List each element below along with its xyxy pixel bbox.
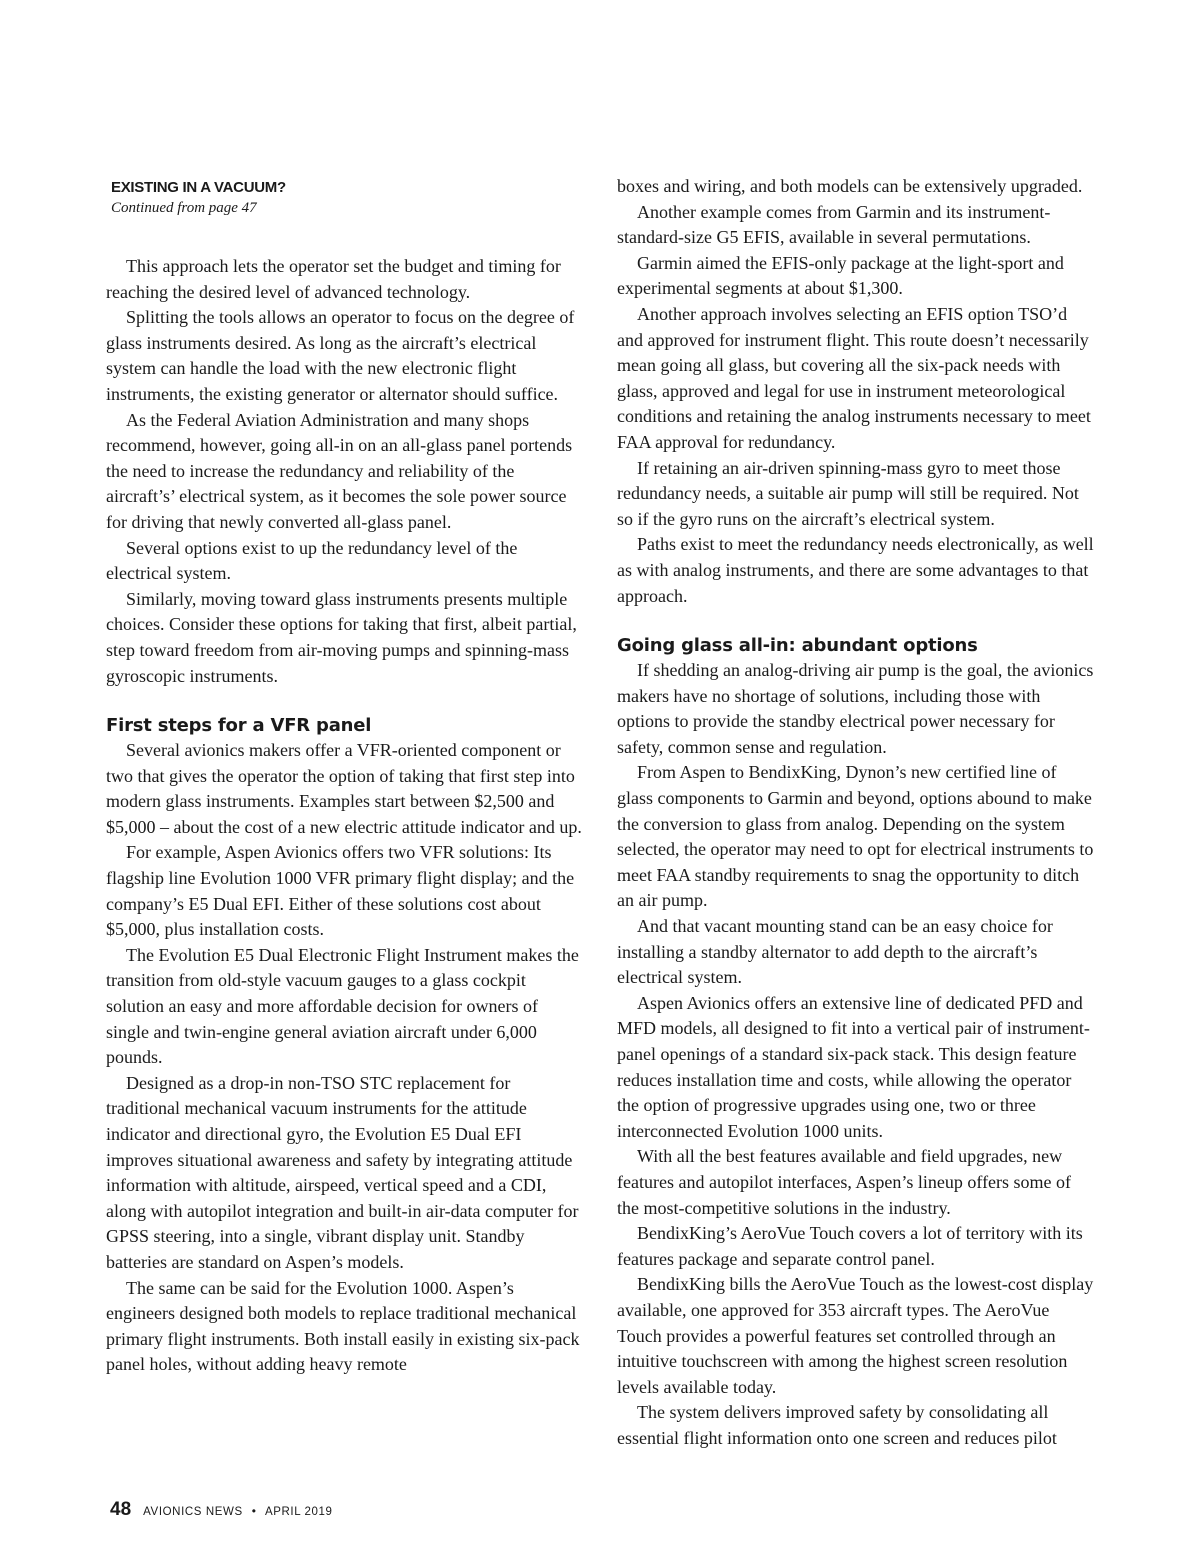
- paragraph: The same can be said for the Evolution 1000. Aspen’s engineers designed both models to replace traditional mechanical primary flight instruments. Both install easily in existing six-pack panel holes, without adding heavy remote: [106, 1277, 580, 1375]
- magazine-name: AVIONICS NEWS: [143, 1506, 243, 1518]
- left-column: [106, 174, 582, 1378]
- paragraph: Another example comes from Garmin and its instrument-standard-size G5 EFIS, available in several permutations.: [617, 201, 1051, 248]
- paragraph: And that vacant mounting stand can be an easy choice for installing a standby alternator to add depth to the aircraft’s electrical system.: [617, 916, 1053, 988]
- page-number: 48: [110, 1499, 132, 1520]
- right-column: [617, 174, 1095, 1452]
- section-heading-vfr: First steps for a VFR panel: [106, 715, 372, 737]
- paragraph: Another approach involves selecting an EFIS option TSO’d and approved for instrument flight. This route doesn’t necessarily mean going all glass, but covering all the six-pack needs with glass, approved and legal for use in instrument meteorological conditions and retaining the analog instruments necessary to meet FAA approval for redundancy.: [617, 303, 1091, 452]
- paragraph: Paths exist to meet the redundancy needs electronically, as well as with analog instruments, and there are some advantages to that approach.: [617, 534, 1094, 606]
- paragraph: If retaining an air-driven spinning-mass gyro to meet those redundancy needs, a suitable air pump will still be required. Not so if the gyro runs on the aircraft’s electrical system.: [617, 457, 1079, 529]
- paragraph: The Evolution E5 Dual Electronic Flight Instrument makes the transition from old-style vacuum gauges to a glass cockpit solution an easy and more affordable decision for owners of single and twin-engine general aviation aircraft under 6,000 pounds.: [106, 944, 579, 1068]
- paragraph: For example, Aspen Avionics offers two VFR solutions: Its flagship line Evolution 1000 VFR primary flight display; and the company’s E5 Dual EFI. Either of these solutions cost about $5,000, plus installation costs.: [106, 842, 575, 940]
- paragraph: This approach lets the operator set the budget and timing for reaching the desired level of advanced technology.: [106, 256, 561, 302]
- paragraph: Aspen Avionics offers an extensive line of dedicated PFD and MFD models, all designed to fit into a vertical pair of instrument-panel openings of a standard six-pack stack. This design feature reduces installation time and costs, while allowing the operator the option of progressive upgrades using one, two or three interconnected Evolution 1000 units.: [617, 992, 1090, 1141]
- paragraph-continuation: boxes and wiring, and both models can be extensively upgraded.: [617, 176, 1083, 196]
- paragraph: BendixKing’s AeroVue Touch covers a lot of territory with its features package and separate control panel.: [617, 1223, 1083, 1269]
- paragraph: As the Federal Aviation Administration and many shops recommend, however, going all-in on an all-glass panel portends the need to increase the redundancy and reliability of the aircraft’s’ electrical system, as it becomes the sole power source for driving that newly converted all-glass panel.: [106, 409, 573, 532]
- paragraph: Similarly, moving toward glass instruments presents multiple choices. Consider these options for taking that first, albeit partial, step toward freedom from air-moving pumps and spinning-mass gyroscopic instruments.: [106, 588, 577, 686]
- continued-from-note: Continued from page 47: [111, 200, 257, 216]
- paragraph: Garmin aimed the EFIS-only package at the light-sport and experimental segments at about $1,300.: [617, 252, 1064, 299]
- paragraph: Splitting the tools allows an operator to focus on the degree of glass instruments desired. As long as the aircraft’s electrical system can handle the load with the new electronic flight instruments, the existing generator or alternator should suffice.: [106, 307, 575, 404]
- issue-date: APRIL 2019: [264, 1506, 333, 1518]
- section-heading-glass: Going glass all-in: abundant options: [617, 635, 978, 657]
- footer-separator: •: [251, 1504, 256, 1518]
- paragraph: Several options exist to up the redundancy level of the electrical system.: [106, 537, 518, 584]
- article-kicker: EXISTING IN A VACUUM?: [111, 179, 286, 196]
- page-footer: [110, 1499, 333, 1521]
- paragraph: Designed as a drop-in non-TSO STC replacement for traditional mechanical vacuum instruments for the attitude indicator and directional gyro, the Evolution E5 Dual EFI improves situational awareness and safety by integrating attitude information with altitude, airspeed, vertical speed and a CDI, along with autopilot integration and built-in air-data computer for GPSS steering, into a single, vibrant display unit. Standby batteries are standard on Aspen’s models.: [106, 1072, 579, 1272]
- paragraph: BendixKing bills the AeroVue Touch as the lowest-cost display available, one approved for 353 aircraft types. The AeroVue Touch provides a powerful features set controlled through an intuitive touchscreen with among the highest screen resolution levels available today.: [617, 1274, 1094, 1397]
- paragraph: If shedding an analog-driving air pump is the goal, the avionics makers have no shortage of solutions, including those with options to provide the standby electrical power necessary for safety, common sense and regulation.: [617, 660, 1094, 757]
- paragraph: With all the best features available and field upgrades, new features and autopilot interfaces, Aspen’s lineup offers some of the most-competitive solutions in the industry.: [617, 1146, 1072, 1218]
- paragraph: The system delivers improved safety by consolidating all essential flight information onto one screen and reduces pilot: [617, 1402, 1057, 1448]
- paragraph: From Aspen to BendixKing, Dynon’s new certified line of glass components to Garmin and beyond, options abound to make the conversion to glass from analog. Depending on the system selected, the operator may need to opt for electrical instruments to meet FAA standby requirements to snag the opportunity to ditch an air pump.: [617, 762, 1094, 911]
- paragraph: Several avionics makers offer a VFR-oriented component or two that gives the operator the option of taking that first step into modern glass instruments. Examples start between $2,500 and $5,000 – about the cost of a new electric attitude indicator and up.: [106, 740, 582, 837]
